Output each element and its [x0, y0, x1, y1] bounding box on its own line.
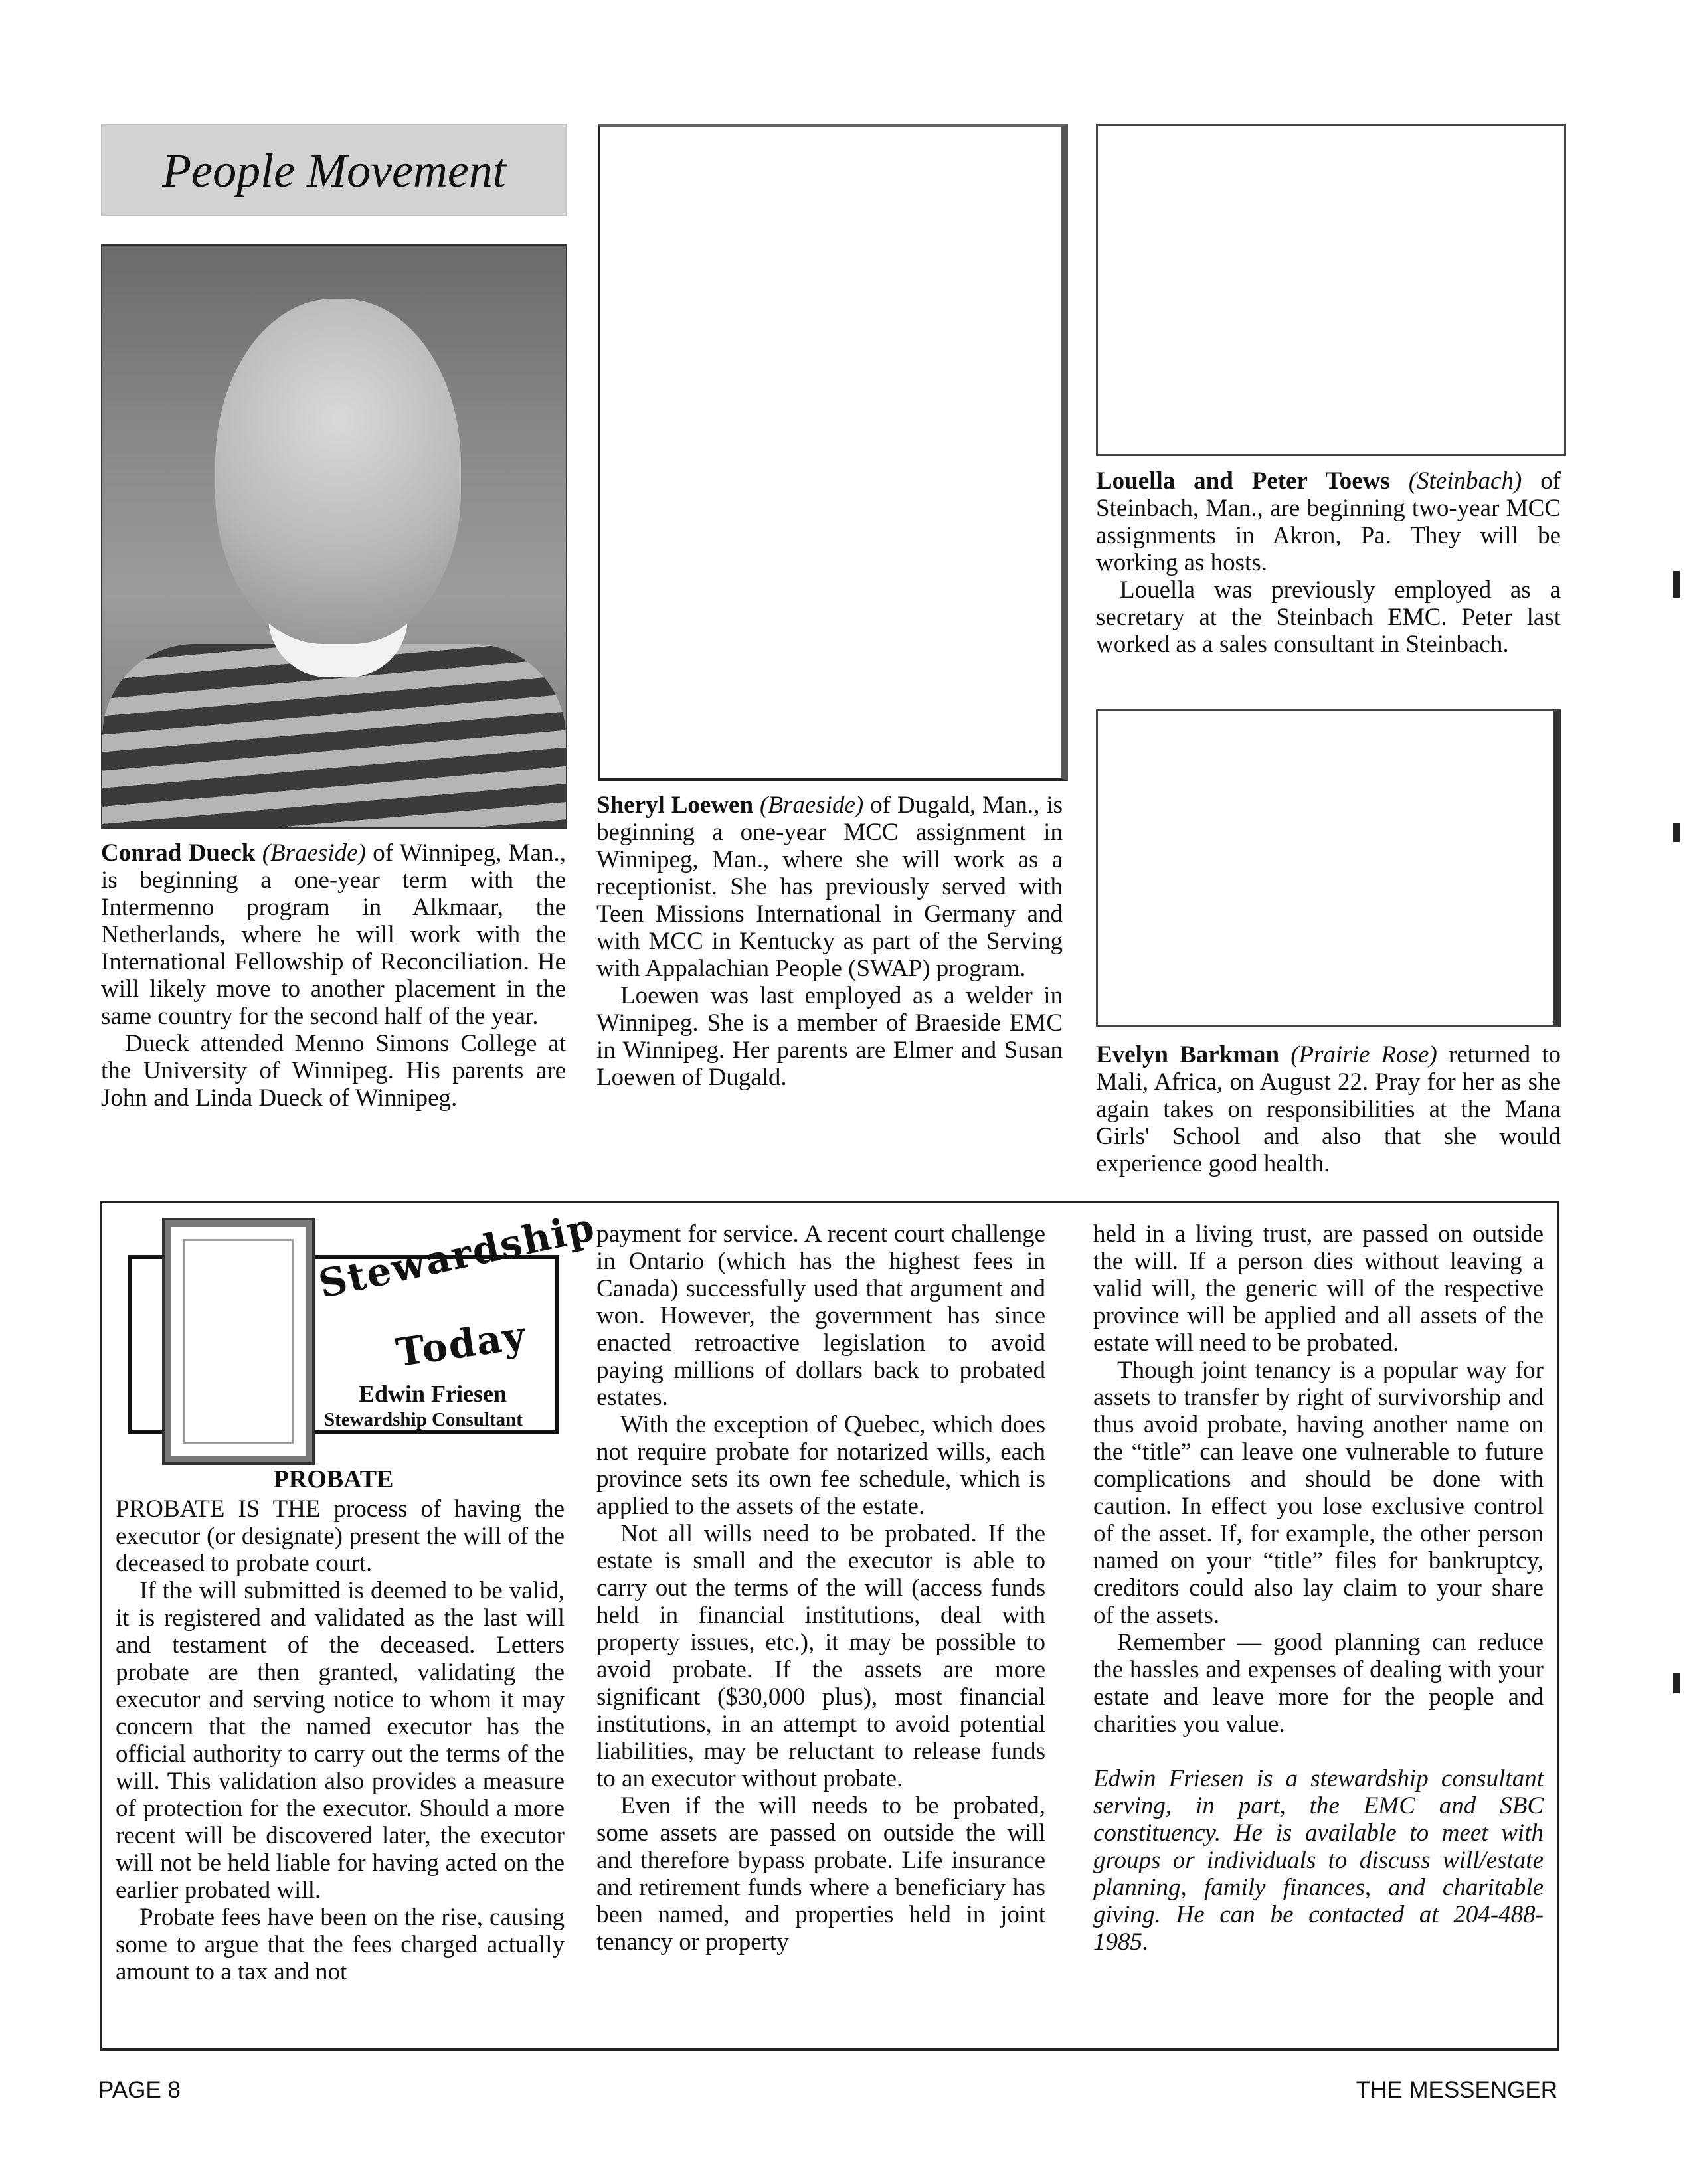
photo-sheryl-loewen	[598, 124, 1068, 781]
sheryl-name: Sheryl Loewen	[596, 792, 754, 819]
scan-edge-mark	[1673, 571, 1680, 598]
conrad-name: Conrad Dueck	[101, 839, 256, 867]
stewardship-column-3	[1093, 1220, 1544, 1956]
conrad-paragraph-2: Dueck attended Menno Simons College at the University of Winnipeg. His parents are John and Linda Dueck of Winnipeg.	[101, 1030, 566, 1112]
conrad-dueck-article	[101, 839, 566, 1112]
toews-paragraph-2: Louella was previously employed as a secretary at the Steinbach EMC. Peter last worked as a sales consultant in Steinbach.	[1096, 576, 1561, 658]
sheryl-paragraph-2: Loewen was last employed as a welder in Winnipeg. She is a member of Braeside EMC in Winnipeg. Her parents are Elmer and Susan Loewen of Dugald.	[596, 982, 1063, 1091]
stewardship-column-1	[116, 1495, 565, 1985]
evelyn-lead: returned to Mali, Africa, on August 22. Pray for her as she again takes on responsibilities at the Mana Girls' School and also that she would experience good health.	[1096, 1041, 1561, 1177]
evelyn-church: (Prairie Rose)	[1290, 1041, 1437, 1068]
evelyn-barkman-article	[1096, 1041, 1561, 1177]
photo-conrad-dueck	[101, 244, 567, 829]
section-title: People Movement	[162, 144, 506, 197]
conrad-church: (Braeside)	[262, 839, 366, 867]
photo-evelyn-barkman	[1096, 709, 1561, 1027]
sheryl-lead: of Dugald, Man., is beginning a one-year MCC assignment in Winnipeg, Man., where she will work as a receptionist. She has previously served with Teen Missions International in Germany and with MCC in Kentucky as part of the Serving with Appalachian People (SWAP) program.	[596, 792, 1063, 982]
conrad-lead: of Winnipeg, Man., is beginning a one-year term with the Intermenno program in Alkmaar, the Netherlands, where he will work with the International Fellowship of Reconciliation. He will likely move to another placement in the same country for the second half of the year.	[101, 839, 566, 1030]
logo-word-stewardship: Stewardship	[314, 1204, 600, 1307]
scan-edge-mark	[1673, 823, 1680, 842]
photo-louella-peter-toews	[1096, 124, 1566, 456]
publication-name: THE MESSENGER	[1356, 2077, 1557, 2103]
toews-article	[1096, 467, 1561, 658]
author-role: Stewardship Consultant	[324, 1409, 523, 1430]
stewardship-column-2	[596, 1220, 1045, 1956]
col3-paragraph: held in a living trust, are passed on outside the will. If a person dies without leaving a valid will, the generic will of the respective province will be applied and all assets of the estate will need to be probated.	[1093, 1220, 1544, 1357]
toews-lead: of Steinbach, Man., are beginning two-year MCC assignments in Akron, Pa. They will be working as hosts.	[1096, 467, 1561, 576]
col2-paragraph: With the exception of Quebec, which does not require probate for notarized wills, each province sets its own fee schedule, which is applied to the assets of the estate.	[596, 1411, 1045, 1520]
col1-paragraph: Probate fees have been on the rise, causing some to argue that the fees charged actually amount to a tax and not	[116, 1904, 565, 1985]
col1-paragraph: PROBATE IS THE process of having the executor (or designate) present the will of the deceased to probate court.	[116, 1495, 565, 1577]
scan-edge-mark	[1673, 1673, 1680, 1693]
col1-paragraph: If the will submitted is deemed to be valid, it is registered and validated as the last will and testament of the deceased. Letters probate are then granted, validating the executor and serving notice to whom it may concern that the named executor has the official authority to carry out the terms of the will. This validation also provides a measure of protection for the executor. Should a more recent will be discovered later, the executor will not be held liable for having acted on the earlier probated will.	[116, 1577, 565, 1904]
author-bio: Edwin Friesen is a stewardship consultant serving, in part, the EMC and SBC constituency. He is available to meet with groups or individuals to discuss will/estate planning, family finances, and charitable giving. He can be contacted at 204-488-1985.	[1093, 1765, 1544, 1956]
sheryl-church: (Braeside)	[760, 792, 864, 819]
author-name: Edwin Friesen	[359, 1381, 507, 1407]
col3-paragraph: Remember — good planning can reduce the hassles and expenses of dealing with your estate and leave more for the people and charities you value.	[1093, 1629, 1544, 1738]
section-header	[101, 124, 567, 216]
logo-word-today: Today	[393, 1312, 529, 1376]
toews-church: (Steinbach)	[1408, 467, 1522, 495]
col2-paragraph: Not all wills need to be probated. If the estate is small and the executor is able to carry out the terms of the will (access funds held in financial institutions, deal with property issues, etc.), it may be possible to avoid probate. If the assets are more significant ($30,000 plus), most financial institutions, in an attempt to avoid potential liabilities, may be reluctant to release funds to an executor without probate.	[596, 1520, 1045, 1792]
page-number: PAGE 8	[98, 2077, 181, 2103]
probate-heading: PROBATE	[273, 1466, 394, 1493]
toews-name: Louella and Peter Toews	[1096, 467, 1390, 495]
col3-paragraph: Though joint tenancy is a popular way for assets to transfer by right of survivorship and thus avoid probate, having another name on the “title” can leave one vulnerable to future complications and should be done with caution. In effect you lose exclusive control of the asset. If, for example, the other person named on your “title” files for bankruptcy, creditors could also lay claim to your share of the assets.	[1093, 1357, 1544, 1629]
sheryl-loewen-article	[596, 792, 1063, 1091]
author-photo	[165, 1220, 312, 1462]
col2-paragraph: Even if the will needs to be probated, some assets are passed on outside the will and therefore bypass probate. Life insurance and retirement funds where a beneficiary has been named, and properties held in joint tenancy or property	[596, 1792, 1045, 1956]
col2-paragraph: payment for service. A recent court challenge in Ontario (which has the highest fees in Canada) successfully used that argument and won. However, the government has since enacted retroactive legislation to avoid paying millions of dollars back to probated estates.	[596, 1220, 1045, 1411]
evelyn-name: Evelyn Barkman	[1096, 1041, 1280, 1068]
